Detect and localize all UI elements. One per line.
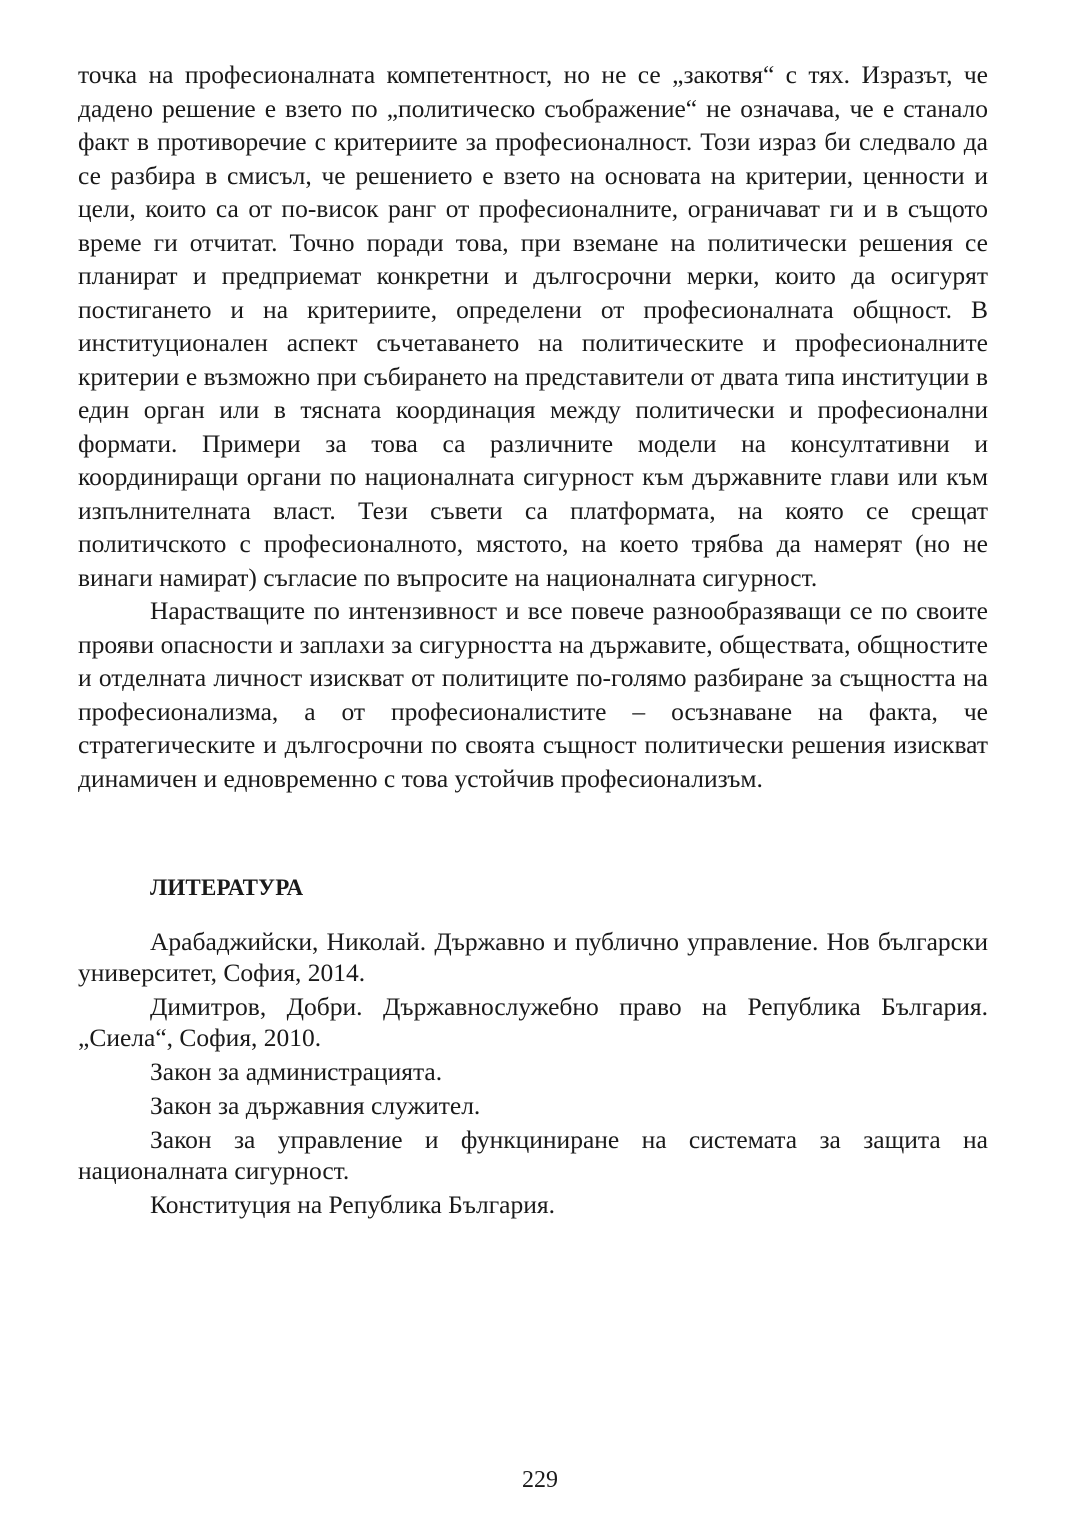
- paragraph: Нарастващите по интензивност и все повече разнообразяващи се по своите прояви опасности и заплахи за сигурността на държавите, обществата, общностите и отделната личност изискват от политиците по-голямо разбиране за същността на професионализма, а от професионалистите – осъзнаване на факта, че стратегическите и дългосрочни по своята същност политически решения изискват динамичен и едновременно с това устойчив професионализъм.: [78, 596, 988, 793]
- literature-item: Димитров, Добри. Държавнослужебно право на Република България. „Сиела“, София, 2010.: [78, 992, 988, 1052]
- literature-item: Закон за държавния служител.: [150, 1091, 481, 1120]
- page-number: 229: [522, 1467, 558, 1493]
- literature-item: Закон за администрацията.: [150, 1057, 443, 1086]
- literature-list: [78, 926, 988, 1220]
- literature-item: Конституция на Република България.: [150, 1190, 555, 1219]
- literature-item: Арабаджийски, Николай. Държавно и публично управление. Нов български университет, София, 2014.: [78, 927, 988, 987]
- page-body: [78, 58, 988, 1223]
- literature-item: Закон за управление и функциниране на системата за защита на националната сигурност.: [78, 1125, 988, 1185]
- paragraph-continued: точка на професионалната компетентност, но не се „закотвя“ с тях. Изразът, че дадено решение е взето по „политическо съображение“ не означава, че е станало факт в противоречие с критериите за професионалност. Този израз би следвало да се разбира в смисъл, че решението е взето на основата на критерии, ценности и цели, които са от по-висок ранг от професионалните, ограничават ги и в същото време ги отчитат. Точно поради това, при вземане на политически решения се планират и предприемат конкретни и дългосрочни мерки, които да осигурят постигането и на критериите, определени от професионалната общност. В институционален аспект съчетаването на политическите и професионалните критерии е възможно при събирането на представители от двата типа институции в един орган или в тясната координация между политически и професионални формати. Примери за това са различните модели на консултативни и координиращи органи по националната сигурност към държавните глави или към изпълнителната власт. Тези съвети са платформата, на която се срещат политичското с професионалното, мястото, на което трябва да намерят (но не винаги намират) съгласие по въпросите на националната сигурност.: [78, 60, 988, 592]
- literature-heading: ЛИТЕРАТУРА: [150, 875, 304, 900]
